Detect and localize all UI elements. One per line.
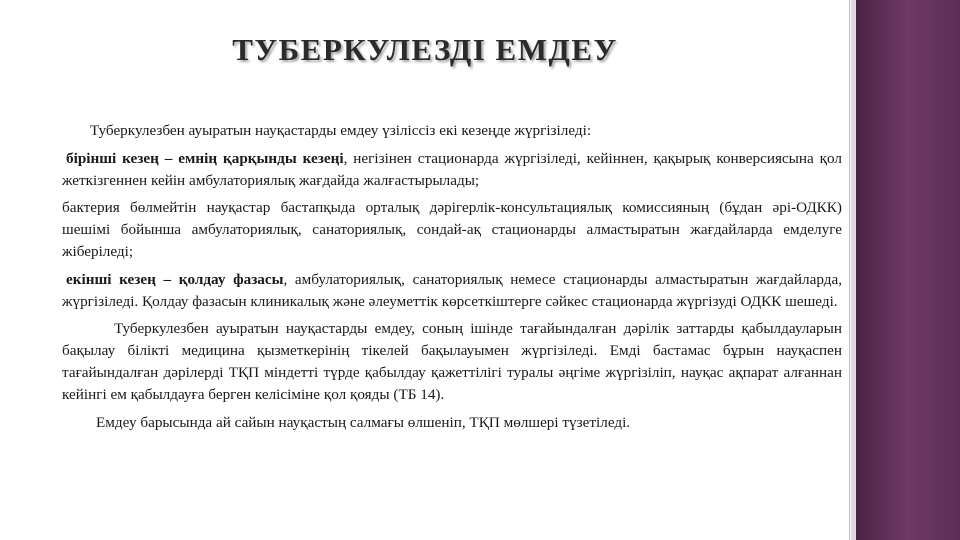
paragraph-second-stage <box>62 269 842 313</box>
second-stage-heading: екінші кезең – қолдау фазасы <box>66 270 284 288</box>
paragraph-weight-monitoring: Емдеу барысында ай сайын науқастың салмағы өлшеніп, ТҚП мөлшері түзетіледі. <box>96 413 631 431</box>
slide-body <box>62 120 842 433</box>
paragraph-non-bacterial: бактерия бөлмейтін науқастар бастапқыда орталық дәрігерлік-консультациялық комиссияның (бұдан әрі-ОДКК) шешімі бойынша амбулаториялық, санаториялық, сондай-ақ стационарды алмастыратын жағдайларда емделуге жіберіледі; <box>62 199 842 260</box>
paragraph-first-stage <box>62 148 842 192</box>
second-stage-text: , амбулаториялық, санаториялық немесе стационарды алмастыратын жағдайларда, жүргізіледі. Қолдау фазасын клиникалық және әлеуметтік көрсеткіштерге сәйкес стационарда жүргізуді ОДКК шешеді. <box>62 270 842 310</box>
side-panel-decoration <box>856 0 960 540</box>
slide-title: ТУБЕРКУЛЕЗДІ ЕМДЕУ <box>232 32 618 67</box>
first-stage-text: , негізінен стационарда жүргізіледі, кейіннен, қақырық конверсиясына қол жеткізгеннен кейін амбулаториялық жағдайда жалғастырылады; <box>62 149 843 189</box>
paragraph-intro: Туберкулезбен ауыратын науқастарды емдеу үзіліссіз екі кезеңде жүргізіледі: <box>90 122 592 139</box>
paragraph-supervision: Туберкулезбен ауыратын науқастарды емдеу, соның ішінде тағайындалған дәрілік заттарды қабылдауларын бақылау білікті медицина қызметкерінің тікелей бақылауымен жүргізіледі. Емді бастамас бұрын науқаспен тағайындалған дәрілерді ТҚП міндетті түрде қабылдау қажеттілігі туралы әңгіме жүргізіліп, науқас ақпарат алғаннан кейінгі ем қабылдауға берген келісіміне қол қояды (ТБ 14). <box>62 320 842 403</box>
first-stage-heading: бірінші кезең – емнің қарқынды кезеңі <box>66 149 344 167</box>
side-panel-divider <box>849 0 850 540</box>
